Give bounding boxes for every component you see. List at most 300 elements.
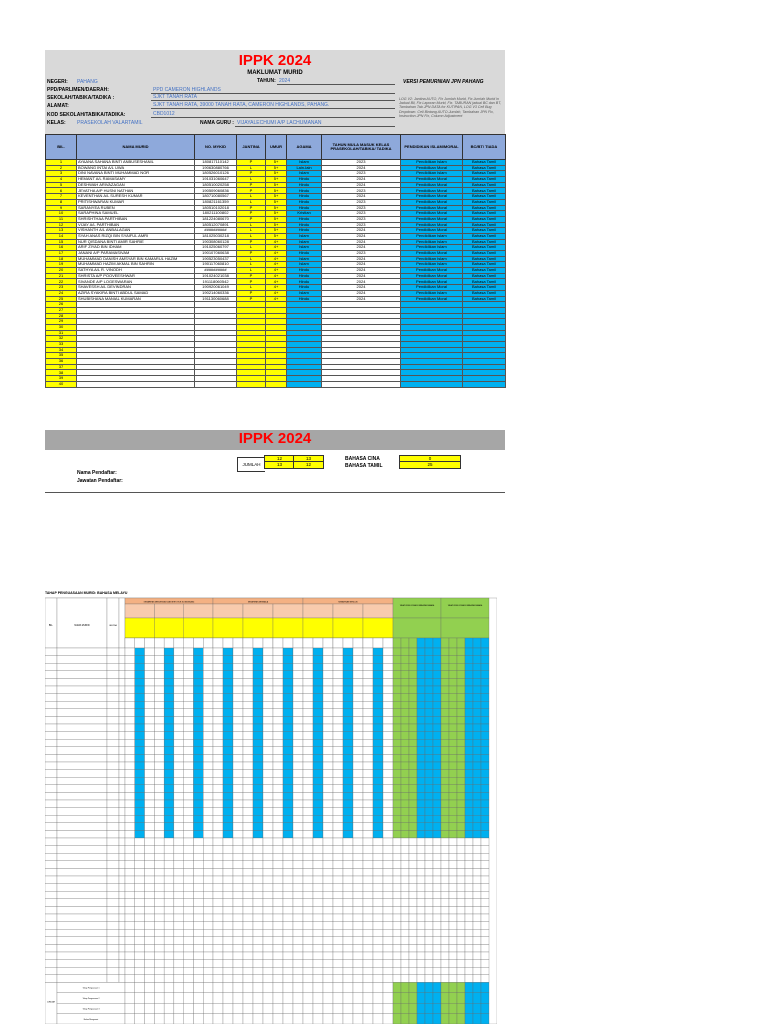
s2-level-col xyxy=(293,638,303,648)
row-pendidikan[interactable]: Pendidikan Moral xyxy=(401,251,463,257)
row-agama[interactable]: Hindu xyxy=(287,199,322,205)
row-mykid[interactable]: 190920061049 xyxy=(195,285,237,291)
row-tahun[interactable]: 2023 xyxy=(322,222,401,228)
row-tahun[interactable]: 2024 xyxy=(322,296,401,302)
row-bcbt[interactable]: Bahasa Tamil xyxy=(463,182,506,188)
row-umur[interactable]: 4+ xyxy=(266,239,287,245)
row-nama[interactable]: SARANYEA RUBEN xyxy=(77,205,195,211)
row-nama[interactable]: DESHWAH ARIVAZAGAN xyxy=(77,182,195,188)
s2-row-cell xyxy=(293,960,303,968)
row-agama[interactable]: Islam xyxy=(287,245,322,251)
s2-row-green xyxy=(393,800,401,808)
row-tahun[interactable]: 2024 xyxy=(322,256,401,262)
row-bcbt[interactable]: Bahasa Tamil xyxy=(463,165,506,171)
row-umur[interactable]: 5+ xyxy=(266,211,287,217)
s2-row-green xyxy=(401,762,409,770)
row-nama[interactable]: AZIRA SYAKIRA BINTI ABDUL SAMAD xyxy=(77,290,195,296)
row-nama[interactable]: SATHYA A/L R. VINODH xyxy=(77,268,195,274)
s2-summary-cell xyxy=(303,982,313,992)
row-mykid[interactable]: 190117060810 xyxy=(195,262,237,268)
row-tahun[interactable]: 2024 xyxy=(322,239,401,245)
s2-row-cell xyxy=(283,716,293,724)
row-jantina[interactable]: P xyxy=(237,296,266,302)
row-umur[interactable]: 5+ xyxy=(266,194,287,200)
s2-row-green xyxy=(433,937,441,945)
s2-row-green xyxy=(401,709,409,717)
row-agama[interactable]: Islam xyxy=(287,239,322,245)
row-agama[interactable]: Hindu xyxy=(287,205,322,211)
sekolah-value[interactable]: SJKT TANAH RATA xyxy=(153,94,197,100)
s2-row-cell xyxy=(213,960,223,968)
s2-summary-green xyxy=(473,982,481,992)
row-bcbt[interactable]: Bahasa Tamil xyxy=(463,199,506,205)
row-tahun[interactable]: 2024 xyxy=(322,290,401,296)
row-umur[interactable]: 4+ xyxy=(266,273,287,279)
s2-summary-cell xyxy=(223,982,233,992)
row-nama[interactable]: DINI NAVANA BINTI MUHAMMAD NOR xyxy=(77,171,195,177)
row-bcbt[interactable]: Bahasa Tamil xyxy=(463,171,506,177)
row-mykid[interactable]: 190308060128 xyxy=(195,239,237,245)
row-nama[interactable]: SHUBISHANA MANIAL KUMARAN xyxy=(77,296,195,302)
row-umur[interactable]: 4+ xyxy=(266,296,287,302)
row-nama[interactable]: SYAH ANAS RIZQI BIN SYAIFUL AMRI xyxy=(77,233,195,239)
row-bcbt[interactable]: Bahasa Tamil xyxy=(463,211,506,217)
row-pendidikan[interactable]: Pendidikan Moral xyxy=(401,205,463,211)
row-tahun[interactable]: 2023 xyxy=(322,171,401,177)
row-mykid[interactable]: ########## xyxy=(195,268,237,274)
s2-row-cell xyxy=(263,952,273,960)
row-bcbt[interactable]: Bahasa Tamil xyxy=(463,194,506,200)
s2-row-green xyxy=(457,929,465,937)
table-row xyxy=(46,251,506,257)
row-bcbt[interactable]: Bahasa Tamil xyxy=(463,251,506,257)
row-nama[interactable]: NUR QISDANA BINTI AMIR SAHRIE xyxy=(77,239,195,245)
s2-row-cell xyxy=(273,960,283,968)
row-agama[interactable]: Hindu xyxy=(287,228,322,234)
s2-summary-cell xyxy=(273,993,283,1003)
s2-row-cell xyxy=(313,884,323,892)
row-agama[interactable]: Hindu xyxy=(287,194,322,200)
row-nama[interactable]: AYAANA SAHANA BINTI ANBUSESHANIL xyxy=(77,160,195,166)
s2-row-green xyxy=(441,861,449,869)
row-tahun[interactable]: 2023 xyxy=(322,160,401,166)
row-mykid[interactable]: 180710080567 xyxy=(195,194,237,200)
s2-row-cell xyxy=(283,739,293,747)
s2-row-cell xyxy=(253,694,263,702)
s2-row-green xyxy=(393,770,401,778)
row-nama[interactable]: VIJAY A/L PARTHIBAN xyxy=(77,222,195,228)
row-jantina[interactable]: L xyxy=(237,285,266,291)
row-bcbt[interactable]: Bahasa Tamil xyxy=(463,239,506,245)
row-jantina[interactable]: L xyxy=(237,268,266,274)
row-jantina[interactable]: P xyxy=(237,273,266,279)
row-umur[interactable]: 4+ xyxy=(266,285,287,291)
s2-row-cell xyxy=(343,906,353,914)
s2-row-umur xyxy=(119,785,125,793)
row-agama[interactable]: Hindu xyxy=(287,279,322,285)
row-agama[interactable]: Islam xyxy=(287,290,322,296)
row-agama[interactable]: Islam xyxy=(287,160,322,166)
row-bil: 26 xyxy=(46,302,77,308)
s2-row-cell xyxy=(373,975,383,983)
row-umur[interactable]: 5+ xyxy=(266,188,287,194)
row-bcbt[interactable]: Bahasa Tamil xyxy=(463,296,506,302)
row-bcbt[interactable]: Bahasa Tamil xyxy=(463,188,506,194)
row-umur[interactable]: 5+ xyxy=(266,182,287,188)
row-tahun[interactable]: 2023 xyxy=(322,205,401,211)
s2-row-cell xyxy=(223,770,233,778)
row-agama[interactable]: Hindu xyxy=(287,188,322,194)
ppd-value[interactable]: PPD CAMERON HIGHLANDS xyxy=(153,87,221,93)
s2-row-cell xyxy=(313,967,323,975)
row-pendidikan[interactable]: Pendidikan Islam xyxy=(401,290,463,296)
row-pendidikan[interactable]: Pendidikan Moral xyxy=(401,177,463,183)
row-umur[interactable]: 5+ xyxy=(266,216,287,222)
row-umur[interactable]: 5+ xyxy=(266,233,287,239)
row-tahun[interactable] xyxy=(322,381,401,387)
row-mykid[interactable]: 180512070891 xyxy=(195,222,237,228)
row-bcbt[interactable]: Bahasa Tamil xyxy=(463,262,506,268)
row-nama[interactable]: MUHAMMAD HAZIM AKMAL BIN SAHRIN xyxy=(77,262,195,268)
row-bcbt[interactable]: Bahasa Tamil xyxy=(463,279,506,285)
row-jantina[interactable]: L xyxy=(237,199,266,205)
row-agama[interactable]: Hindu xyxy=(287,222,322,228)
row-jantina[interactable]: P xyxy=(237,205,266,211)
row-pendidikan[interactable]: Pendidikan Islam xyxy=(401,171,463,177)
row-mykid[interactable]: 181025030218 xyxy=(195,233,237,239)
row-agama[interactable]: Kristian xyxy=(287,211,322,217)
row-tahun[interactable]: 2024 xyxy=(322,285,401,291)
row-bcbt[interactable]: Bahasa Tamil xyxy=(463,228,506,234)
s2-row-cell xyxy=(193,967,203,975)
row-pendidikan[interactable] xyxy=(401,381,463,387)
s2-row-green xyxy=(425,656,433,664)
row-mykid[interactable]: 191118060542 xyxy=(195,279,237,285)
s2-row-green xyxy=(457,671,465,679)
row-jantina[interactable]: L xyxy=(237,245,266,251)
s2-row-cell xyxy=(383,914,393,922)
row-mykid[interactable]: 190630880766 xyxy=(195,165,237,171)
row-tahun[interactable]: 2024 xyxy=(322,233,401,239)
row-jantina[interactable]: P xyxy=(237,171,266,177)
s2-row-nama xyxy=(57,876,107,884)
row-pendidikan[interactable]: Pendidikan Moral xyxy=(401,296,463,302)
row-pendidikan[interactable]: Pendidikan Moral xyxy=(401,279,463,285)
row-tahun[interactable]: 2024 xyxy=(322,194,401,200)
row-jantina[interactable] xyxy=(237,381,266,387)
row-umur[interactable]: 5+ xyxy=(266,199,287,205)
s2-summary-cell xyxy=(145,993,155,1003)
row-tahun[interactable]: 2024 xyxy=(322,228,401,234)
s2-row-cell xyxy=(363,747,373,755)
kod-value[interactable]: CBD1012 xyxy=(153,111,175,117)
row-umur[interactable]: 5+ xyxy=(266,165,287,171)
row-umur[interactable]: 5+ xyxy=(266,171,287,177)
row-bcbt[interactable]: Bahasa Tamil xyxy=(463,177,506,183)
s2-row-cell xyxy=(223,960,233,968)
s2-row-cell xyxy=(135,838,145,846)
row-tahun[interactable]: 2023 xyxy=(322,199,401,205)
row-mykid[interactable]: 190214060336 xyxy=(195,290,237,296)
row-agama[interactable]: Hindu xyxy=(287,296,322,302)
row-jantina[interactable]: L xyxy=(237,256,266,262)
s2-row-cell xyxy=(273,891,283,899)
s2-row-cell xyxy=(363,724,373,732)
row-mykid[interactable]: 191130060688 xyxy=(195,296,237,302)
row-pendidikan[interactable]: Pendidikan Islam xyxy=(401,160,463,166)
row-bcbt[interactable]: Bahasa Tamil xyxy=(463,285,506,291)
row-nama[interactable] xyxy=(77,381,195,387)
row-nama[interactable]: SHAVESSH A/L DEVINDRAN xyxy=(77,285,195,291)
row-mykid[interactable]: 190509060836 xyxy=(195,188,237,194)
row-pendidikan[interactable]: Pendidikan Moral xyxy=(401,228,463,234)
row-tahun[interactable]: 2024 xyxy=(322,182,401,188)
row-agama[interactable]: Hindu xyxy=(287,177,322,183)
row-mykid[interactable]: 191031060647 xyxy=(195,177,237,183)
row-umur[interactable]: 5+ xyxy=(266,177,287,183)
row-nama[interactable]: SHRISTA A/P POOVEESHWAR xyxy=(77,273,195,279)
s2-row-cell xyxy=(243,815,253,823)
row-bcbt[interactable]: Bahasa Tamil xyxy=(463,268,506,274)
s2-row-green xyxy=(401,853,409,861)
row-jantina[interactable]: P xyxy=(237,239,266,245)
row-tahun[interactable]: 2023 xyxy=(322,211,401,217)
s2-row-jantina xyxy=(107,922,119,930)
row-pendidikan[interactable]: Pendidikan Moral xyxy=(401,194,463,200)
row-pendidikan[interactable]: Pendidikan Moral xyxy=(401,199,463,205)
s2-level-col xyxy=(253,638,263,648)
row-umur[interactable]: 4+ xyxy=(266,268,287,274)
kelas-value[interactable]: PRASEKOLAH VALARTAMIL xyxy=(77,120,143,126)
row-agama[interactable]: Hindu xyxy=(287,285,322,291)
s2-row-cell xyxy=(164,686,174,694)
row-umur[interactable]: 4+ xyxy=(266,256,287,262)
s2-row-cell xyxy=(164,648,174,656)
row-agama[interactable] xyxy=(287,381,322,387)
row-bcbt[interactable]: Bahasa Tamil xyxy=(463,160,506,166)
row-jantina[interactable]: L xyxy=(237,228,266,234)
row-nama[interactable]: ARIF ZIYAD BIN IDHAM xyxy=(77,245,195,251)
row-bcbt[interactable]: Bahasa Tamil xyxy=(463,245,506,251)
s2-row-cell xyxy=(273,754,283,762)
s2-row-green xyxy=(441,754,449,762)
tahun-value[interactable]: 2024 xyxy=(279,78,291,84)
row-mykid[interactable]: 180821161359 xyxy=(195,199,237,205)
row-nama[interactable]: KEVENTHAN A/L SURESH KUMAR xyxy=(77,194,195,200)
s2-row-nama xyxy=(57,800,107,808)
row-jantina[interactable]: L xyxy=(237,177,266,183)
s2-row-cell xyxy=(253,846,263,854)
row-agama[interactable]: Hindu xyxy=(287,216,322,222)
row-mykid[interactable]: 180510102018 xyxy=(195,205,237,211)
s2-row-cell xyxy=(184,678,194,686)
row-pendidikan[interactable]: Pendidikan Moral xyxy=(401,273,463,279)
row-nama[interactable]: SHRISHTHAA PARTHIBAN xyxy=(77,216,195,222)
row-nama[interactable]: VISHANTH A/L ANBALAGAN xyxy=(77,228,195,234)
row-pendidikan[interactable]: Pendidikan Islam xyxy=(401,262,463,268)
s2-row-cell xyxy=(233,686,243,694)
s2-row-cell xyxy=(125,967,135,975)
row-nama[interactable]: SARAPHINA SAMUEL xyxy=(77,211,195,217)
row-jantina[interactable]: P xyxy=(237,188,266,194)
row-mykid[interactable]: 191025060797 xyxy=(195,245,237,251)
row-mykid[interactable]: 181224080670 xyxy=(195,216,237,222)
row-pendidikan[interactable]: Pendidikan Islam xyxy=(401,256,463,262)
s2-row-green xyxy=(457,868,465,876)
row-tahun[interactable]: 2023 xyxy=(322,188,401,194)
guru-value[interactable]: VIJAYALECHUMI A/P LACHUMANAN xyxy=(237,120,322,126)
row-bcbt[interactable]: Bahasa Tamil xyxy=(463,222,506,228)
row-agama[interactable]: Lain-lain xyxy=(287,165,322,171)
row-bcbt[interactable]: Bahasa Tamil xyxy=(463,273,506,279)
row-mykid[interactable]: 190107060638 xyxy=(195,251,237,257)
s2-row-cell xyxy=(184,754,194,762)
s2-row-cell xyxy=(243,960,253,968)
row-agama[interactable]: Hindu xyxy=(287,268,322,274)
row-pendidikan[interactable]: Pendidikan Moral xyxy=(401,216,463,222)
row-agama[interactable]: Hindu xyxy=(287,182,322,188)
s2-row-green xyxy=(457,747,465,755)
row-tahun[interactable]: 2023 xyxy=(322,216,401,222)
row-jantina[interactable]: P xyxy=(237,182,266,188)
s2-row-cell xyxy=(203,754,213,762)
row-umur[interactable]: 4+ xyxy=(266,262,287,268)
row-jantina[interactable]: L xyxy=(237,233,266,239)
s2-row-cell xyxy=(203,724,213,732)
row-jantina[interactable]: P xyxy=(237,216,266,222)
s2-row-cell xyxy=(154,777,164,785)
row-mykid[interactable]: ########## xyxy=(195,228,237,234)
row-tahun[interactable]: 2024 xyxy=(322,245,401,251)
row-tahun[interactable]: 2024 xyxy=(322,268,401,274)
row-jantina[interactable]: L xyxy=(237,165,266,171)
row-bcbt[interactable]: Bahasa Tamil xyxy=(463,290,506,296)
row-nama[interactable]: PRITISHWARAN KUMAR xyxy=(77,199,195,205)
row-bil: 37 xyxy=(46,364,77,370)
s2-row-cell xyxy=(253,960,263,968)
row-tahun[interactable]: 2024 xyxy=(322,273,401,279)
row-pendidikan[interactable]: Pendidikan Moral xyxy=(401,182,463,188)
negeri-value[interactable]: PAHANG xyxy=(77,79,98,85)
row-jantina[interactable]: P xyxy=(237,279,266,285)
row-mykid[interactable]: 191024021038 xyxy=(195,273,237,279)
s2-row-green xyxy=(409,975,417,983)
s2-row-green xyxy=(409,678,417,686)
row-jantina[interactable]: P xyxy=(237,290,266,296)
s2-row-green xyxy=(433,770,441,778)
row-nama[interactable]: JEVATHA A/P HUSNI NATHAN xyxy=(77,188,195,194)
row-tahun[interactable]: 2024 xyxy=(322,262,401,268)
row-tahun[interactable]: 2024 xyxy=(322,177,401,183)
s2-row-cell xyxy=(223,846,233,854)
s2-row-cell xyxy=(373,960,383,968)
s2-row-cell xyxy=(233,732,243,740)
row-agama[interactable]: Islam xyxy=(287,256,322,262)
row-bcbt[interactable]: Bahasa Tamil xyxy=(463,233,506,239)
s2-green-col xyxy=(441,638,449,648)
row-nama[interactable]: MUHAMMAD DANISH AMSYAR BIN KAMARUL HAZIM xyxy=(77,256,195,262)
row-umur[interactable]: 4+ xyxy=(266,245,287,251)
row-agama[interactable]: Islam xyxy=(287,262,322,268)
row-nama[interactable]: SIVANDE A/P LOGESWARAN xyxy=(77,279,195,285)
row-mykid[interactable]: 180510020258 xyxy=(195,182,237,188)
row-nama[interactable]: JANANI A/P PARAMASIVAM xyxy=(77,251,195,257)
row-bcbt[interactable] xyxy=(463,381,506,387)
s2-row-cell xyxy=(243,663,253,671)
row-bcbt[interactable]: Bahasa Tamil xyxy=(463,216,506,222)
row-agama[interactable]: Hindu xyxy=(287,273,322,279)
row-nama[interactable]: BOWANG INTAI A/L UWA xyxy=(77,165,195,171)
row-jantina[interactable]: P xyxy=(237,211,266,217)
row-jantina[interactable]: L xyxy=(237,262,266,268)
row-agama[interactable]: Islam xyxy=(287,233,322,239)
s2-row-cell xyxy=(193,830,203,838)
row-umur[interactable]: 5+ xyxy=(266,205,287,211)
row-mykid[interactable]: 190523050437 xyxy=(195,256,237,262)
row-nama[interactable]: HEMANT A/L RAMASAMY xyxy=(77,177,195,183)
row-jantina[interactable]: L xyxy=(237,222,266,228)
row-umur[interactable] xyxy=(266,381,287,387)
row-pendidikan[interactable]: Pendidikan Islam xyxy=(401,239,463,245)
s2-row-cell xyxy=(353,686,363,694)
row-mykid[interactable] xyxy=(195,381,237,387)
row-agama[interactable]: Hindu xyxy=(287,251,322,257)
s2-row-cell xyxy=(383,861,393,869)
row-pendidikan[interactable]: Pendidikan Moral xyxy=(401,188,463,194)
row-umur[interactable]: 5+ xyxy=(266,160,287,166)
s2-row-cell xyxy=(243,694,253,702)
row-tahun[interactable]: 2024 xyxy=(322,165,401,171)
row-pendidikan[interactable]: Pendidikan Moral xyxy=(401,211,463,217)
row-mykid[interactable]: 180211100802 xyxy=(195,211,237,217)
s2-row-cell xyxy=(293,686,303,694)
row-umur[interactable]: 5+ xyxy=(266,222,287,228)
row-bcbt[interactable]: Bahasa Tamil xyxy=(463,205,506,211)
row-umur[interactable]: 4+ xyxy=(266,290,287,296)
row-mykid[interactable]: 180526010126 xyxy=(195,171,237,177)
row-agama[interactable]: Islam xyxy=(287,171,322,177)
s2-row-cell xyxy=(193,899,203,907)
row-pendidikan[interactable]: Pendidikan Islam xyxy=(401,233,463,239)
row-umur[interactable]: 5+ xyxy=(266,228,287,234)
row-tahun[interactable]: 2024 xyxy=(322,279,401,285)
row-tahun[interactable]: 2023 xyxy=(322,251,401,257)
s2-row-green xyxy=(457,777,465,785)
row-umur[interactable]: 4+ xyxy=(266,251,287,257)
row-mykid[interactable]: 180817110142 xyxy=(195,160,237,166)
row-pendidikan[interactable]: Pendidikan Moral xyxy=(401,285,463,291)
s2-row-green xyxy=(417,663,425,671)
row-pendidikan[interactable]: Pendidikan Moral xyxy=(401,268,463,274)
row-umur[interactable]: 4+ xyxy=(266,279,287,285)
row-jantina[interactable]: P xyxy=(237,160,266,166)
s2-summary-green xyxy=(481,982,489,992)
row-jantina[interactable]: P xyxy=(237,251,266,257)
s2-row-cell xyxy=(193,777,203,785)
s2-row-nama xyxy=(57,861,107,869)
row-pendidikan[interactable]: Pendidikan Moral xyxy=(401,165,463,171)
s2-row-cell xyxy=(174,656,184,664)
row-pendidikan[interactable]: Pendidikan Islam xyxy=(401,245,463,251)
s2-row-green xyxy=(433,891,441,899)
row-jantina[interactable]: L xyxy=(237,194,266,200)
row-pendidikan[interactable]: Pendidikan Moral xyxy=(401,222,463,228)
s2-row-cell xyxy=(333,914,343,922)
s2-row-cell xyxy=(293,754,303,762)
row-bcbt[interactable]: Bahasa Tamil xyxy=(463,256,506,262)
s2-row-cell xyxy=(303,747,313,755)
alamat-value[interactable]: SJKT TANAH RATA, 39000 TANAH RATA, CAMERON HIGHLANDS, PAHANG. xyxy=(153,102,330,108)
